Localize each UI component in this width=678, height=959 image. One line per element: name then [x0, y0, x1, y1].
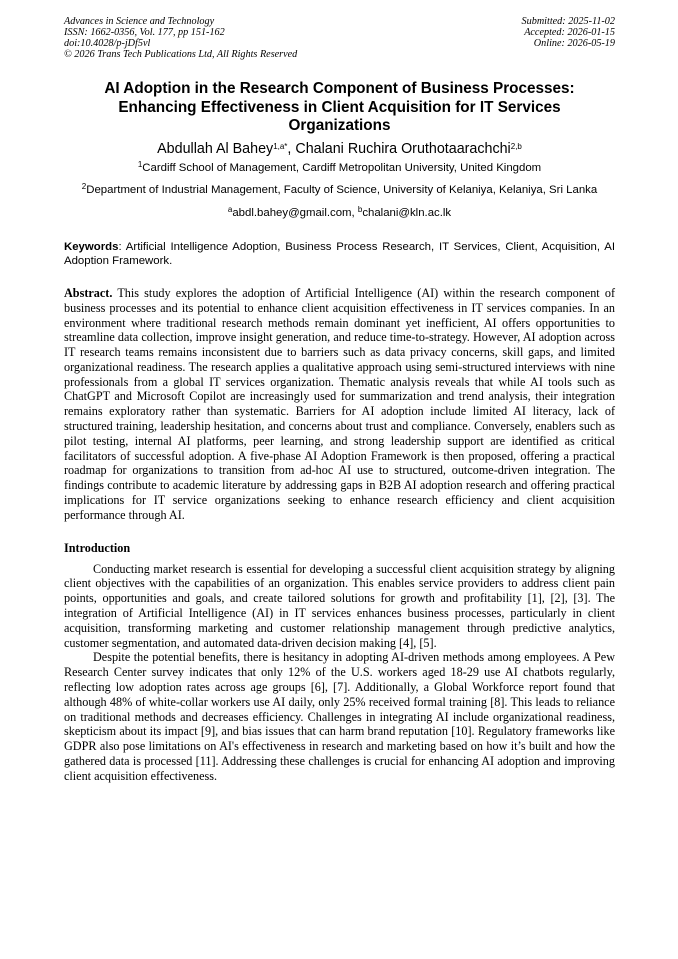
paper-page	[64, 14, 615, 784]
issn-line: ISSN: 1662-0356, Vol. 177, pp 151-162	[64, 27, 225, 38]
title-line: AI Adoption in the Research Component of Business Processes:	[104, 80, 575, 97]
affiliation-text: Department of Industrial Management, Faculty of Science, University of Kelaniya, Kelaniya, Sri Lanka	[86, 183, 598, 196]
body-paragraph: Despite the potential benefits, there is hesitancy in adopting AI-driven methods among employees. A Pew Research Center survey indicates that only 12% of the U.S. workers aged 18-29 use AI chatbots regularly, reflecting low adoption rates across age groups [6], [7]. Additionally, a Global Workforce report found that although 48% of white-collar workers use AI daily, only 25% received formal training [8]. This leads to reliance on traditional methods and decreases efficiency. Challenges in integrating AI include organizational readiness, skepticism about its impact [9], and bias issues that can harm brand reputation [10]. Regulatory frameworks like GDPR also pose limitations on AI's effectiveness in research and marketing based on how it’s built and how the gathered data is processed [11]. Addressing these challenges is crucial for enhancing AI adoption and improving client acquisition effectiveness.	[64, 650, 615, 783]
title-line: Organizations	[288, 117, 391, 134]
affiliation	[64, 160, 615, 176]
author-affiliation-mark: 2,b	[510, 141, 522, 151]
email-link[interactable]: abdl.bahey@gmail.com,	[232, 206, 358, 219]
email-link[interactable]: chalani@kln.ac.lk	[362, 206, 452, 219]
affiliation-number: 1	[137, 159, 143, 169]
publication-dates	[522, 16, 615, 49]
paper-title	[64, 80, 615, 136]
online-date: Online: 2026-05-19	[533, 38, 615, 49]
author-name: Abdullah Al Bahey	[157, 140, 274, 157]
abstract-label: Abstract.	[64, 285, 113, 300]
affiliation	[64, 182, 615, 198]
section-heading: Introduction	[64, 540, 131, 555]
submitted-date: Submitted: 2025-11-02	[521, 16, 615, 27]
keywords-label: Keywords	[64, 240, 119, 253]
author-emails	[64, 206, 615, 220]
keywords	[64, 240, 615, 268]
journal-name: Advances in Science and Technology	[64, 16, 215, 27]
copyright-line: © 2026 Trans Tech Publications Ltd, All Rights Reserved	[64, 49, 298, 60]
author-name: Chalani Ruchira Oruthotaarachchi	[295, 140, 511, 157]
publication-info	[64, 16, 297, 60]
email-mark: b	[357, 204, 363, 214]
accepted-date: Accepted: 2026-01-15	[524, 27, 615, 38]
doi-line[interactable]: doi:10.4028/p-jDf5vl	[64, 38, 151, 49]
email-mark: a	[227, 204, 233, 214]
keywords-text: : Artificial Intelligence Adoption, Business Process Research, IT Services, Client, Acquisition, AI Adoption Framework.	[64, 240, 615, 267]
author-affiliation-mark: 1,a*	[273, 141, 288, 151]
abstract	[64, 286, 615, 523]
author-list	[64, 140, 615, 158]
author-separator: ,	[287, 140, 296, 157]
affiliation-number: 2	[81, 181, 87, 191]
journal-header	[64, 14, 615, 66]
title-line: Enhancing Effectiveness in Client Acquisition for IT Services	[118, 98, 561, 116]
abstract-text: This study explores the adoption of Artificial Intelligence (AI) within the research component of business processes and its potential to enhance client acquisition effectiveness in IT services companies. In an environment where traditional research methods remain dominant yet inefficient, AI offers opportunities to streamline data collection, improve insight generation, and reduce time-to-strategy. However, AI adoption across IT research teams remains inconsistent due to barriers such as data privacy concerns, skill gaps, and limited organizational readiness. The research applies a qualitative approach using semi-structured interviews with nine professionals from a global IT services organization. Thematic analysis reveals that while AI tools such as ChatGPT and Microsoft Copilot are increasingly used for summarization and trend analysis, their integration remains exploratory rather than systematic. Barriers for AI adoption include limited AI literacy, lack of structured training, leadership hesitation, and concerns about trust and compliance. Conversely, enablers such as pilot testing, internal AI platforms, peer learning, and strong leadership support are identified as critical facilitators of successful adoption. A five-phase AI Adoption Framework is then proposed, offering a practical roadmap for organizations to transition from ad-hoc AI use to structured, outcome-driven integration. The findings contribute to academic literature by addressing gaps in B2B AI adoption research and offering practical implications for IT service organizations seeking to enhance research efficiency and client acquisition performance through AI.	[64, 285, 615, 522]
body-paragraph: Conducting market research is essential for developing a successful client acquisition strategy by aligning client objectives with the capabilities of an organization. This enables service providers to address client pain points, opportunities and goals, and create tailored solutions for growth and profitability [1], [2], [3]. The integration of Artificial Intelligence (AI) in IT services enhances business processes, particularly in client acquisition, transforming marketing and customer relationship management through predictive analytics, customer segmentation, and automated data-driven decision making [4], [5].	[64, 561, 615, 650]
affiliation-text: Cardiff School of Management, Cardiff Metropolitan University, United Kingdom	[142, 161, 542, 174]
